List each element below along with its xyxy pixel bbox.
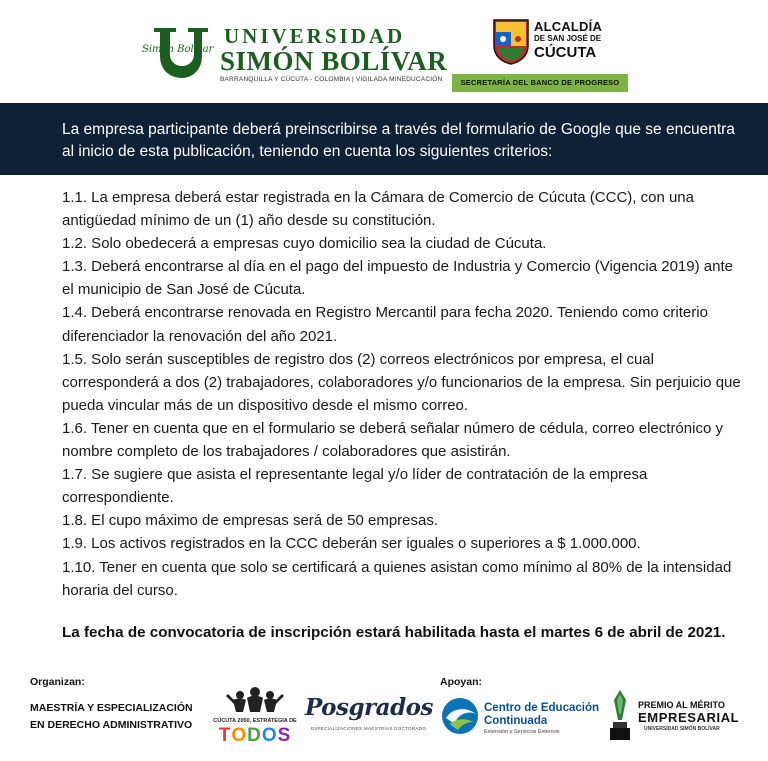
posgrados-subtitle: ESPECIALIZACIONES MAESTRÍAS DOCTORADO: [311, 726, 427, 731]
alcaldia-logo: [452, 18, 628, 96]
deadline-notice: La fecha de convocatoria de inscripción estará habilitada hasta el martes 6 de abril de 2021.: [62, 624, 726, 641]
usb-word-universidad: UNIVERSIDAD: [224, 24, 406, 48]
apoyan-label: Apoyan:: [440, 676, 482, 688]
cec-swirl-icon: [440, 696, 480, 736]
todos-letter: D: [247, 725, 262, 746]
premio-line2: EMPRESARIAL: [638, 710, 740, 725]
criterion-item: 1.1. La empresa deberá estar registrada en la Cámara de Comercio de Cúcuta (CCC), con una antigüedad mínimo de un (1) año desde su constitución.: [62, 189, 694, 230]
trophy-icon: [608, 688, 632, 742]
organizan-label: Organizan:: [30, 676, 85, 688]
todos-logo: [210, 684, 300, 750]
todos-caption: CÚCUTA 2050, ESTRATEGIA DE: [213, 718, 297, 724]
alcaldia-secretaria-bar: SECRETARÍA DEL BANCO DE PROGRESO: [452, 74, 628, 92]
todos-letter: T: [218, 725, 232, 746]
todos-letter: S: [277, 725, 292, 746]
criterion-item: 1.6. Tener en cuenta que en el formulario se deberá señalar número de cédula, correo electrónico y nombre completo de los trabajadores / colaboradores que asistirán.: [62, 419, 723, 461]
premio-line3: UNIVERSIDAD SIMÓN BOLÍVAR: [644, 726, 720, 732]
criterion-item: 1.5. Solo serán susceptibles de registro dos (2) correos electrónicos por empresa, el cual corresponderá a dos (2) trabajadores, colaboradores y/o funcionarios de la empresa. Sin perjuicio que pueda vincular más de un dispositivo desde el mismo correo.: [62, 350, 741, 414]
header: [0, 0, 768, 103]
alcaldia-line1: ALCALDÍA: [534, 19, 603, 34]
posgrados-logo: [305, 694, 433, 740]
cec-line1: Centro de Educación: [484, 702, 600, 714]
usb-logo: [140, 20, 448, 84]
premio-line1: PREMIO AL MÉRITO: [638, 700, 725, 710]
criterion-item: 1.3. Deberá encontrarse al día en el pago del impuesto de Industria y Comercio (Vigencia 2019) ante el municipio de San José de Cúcuta.: [62, 258, 733, 299]
organizer-name: [30, 700, 193, 734]
todos-word: [210, 725, 300, 747]
organizer-line1: MAESTRÍA Y ESPECIALIZACIÓN: [30, 702, 193, 714]
usb-signature: Simón Bolívar: [142, 44, 214, 55]
cec-line2: Continuada: [484, 715, 548, 727]
intro-text: La empresa participante deberá preinscribirse a través del formulario de Google que se encuentra al inicio de esta publicación, teniendo en cuenta los siguientes criterios:: [62, 121, 735, 160]
alcaldia-line3: CÚCUTA: [534, 44, 597, 61]
criterion-item: 1.9. Los activos registrados en la CCC deberán ser iguales o superiores a $ 1.000.000.: [62, 535, 641, 553]
todos-letter: O: [231, 725, 248, 746]
criteria-list: [62, 186, 742, 602]
cec-logo: [440, 696, 600, 740]
people-group-icon: [210, 684, 300, 718]
cucuta-shield-icon: [492, 18, 530, 66]
criterion-item: 1.4. Deberá encontrarse renovada en Registro Mercantil para fecha 2020. Teniendo como criterio diferenciador la renovación del año 2021.: [62, 304, 708, 345]
intro-banner: [0, 103, 768, 175]
alcaldia-line2: DE SAN JOSÉ DE: [534, 34, 602, 43]
usb-subtitle: BARRANQUILLA Y CÚCUTA - COLOMBIA | VIGILADA MINEDUCACIÓN: [220, 76, 443, 83]
organizer-line2: EN DERECHO ADMINISTRATIVO: [30, 719, 193, 731]
premio-logo: [604, 688, 754, 744]
criterion-item: 1.8. El cupo máximo de empresas será de 50 empresas.: [62, 512, 439, 530]
posgrados-word: Posgrados: [305, 694, 433, 721]
criterion-item: 1.2. Solo obedecerá a empresas cuyo domicilio sea la ciudad de Cúcuta.: [62, 235, 547, 253]
criterion-item: 1.10. Tener en cuenta que solo se certificará a quienes asistan como mínimo al 80% de la intensidad horaria del curso.: [62, 558, 732, 599]
usb-word-simon-bolivar: SIMÓN BOLÍVAR: [220, 46, 448, 76]
alcaldia-title: [534, 20, 602, 60]
cec-line3: Extensión y Servicios Externos: [484, 729, 560, 735]
criterion-item: 1.7. Se sugiere que asista el representante legal y/o líder de contratación de la empresa correspondiente.: [62, 466, 648, 507]
todos-letter: O: [261, 725, 278, 746]
